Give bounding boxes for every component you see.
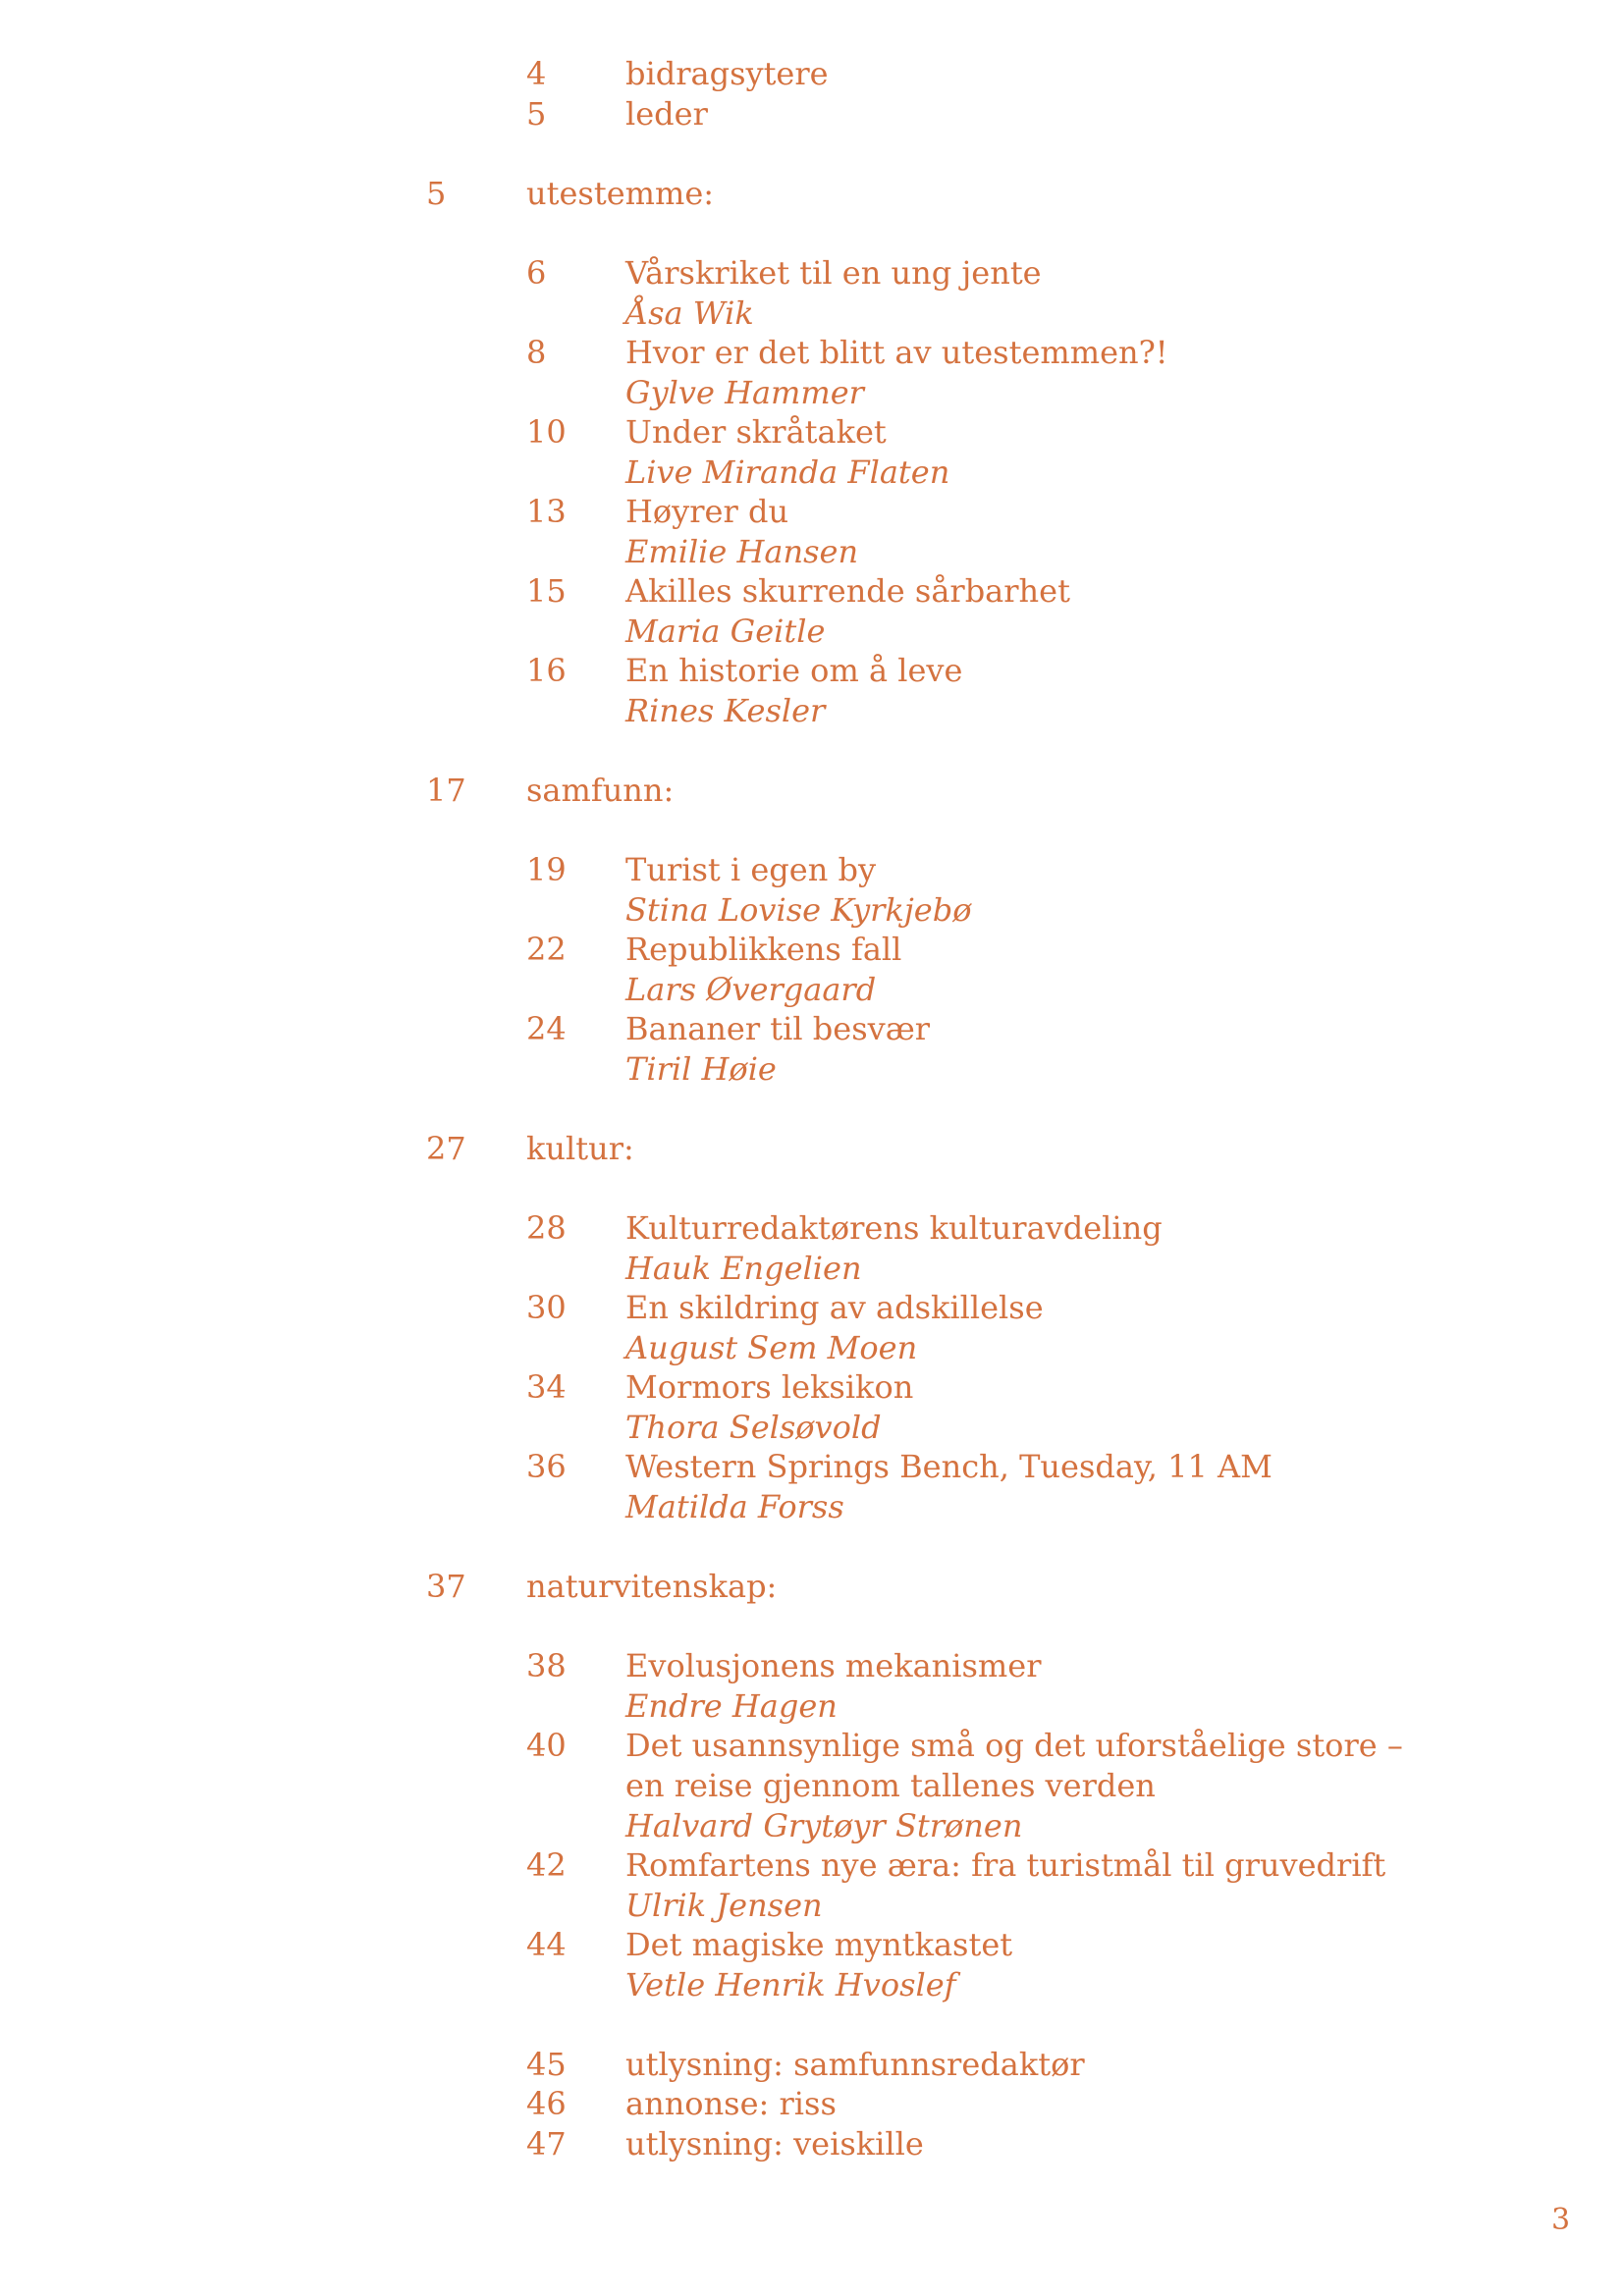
toc-page-number: 5 bbox=[526, 95, 547, 133]
toc-entry-author: Tiril Høie bbox=[625, 1050, 777, 1088]
toc-page-number: 19 bbox=[526, 851, 567, 888]
toc-page-number: 40 bbox=[526, 1727, 567, 1764]
toc-entry-author: Vetle Henrik Hvoslef bbox=[625, 1966, 956, 2003]
section-page-number: 17 bbox=[426, 772, 466, 809]
toc-entry-author: Ulrik Jensen bbox=[625, 1887, 823, 1924]
toc-page-number: 47 bbox=[526, 2125, 567, 2163]
page-number: 3 bbox=[1551, 2203, 1571, 2237]
toc-page-number: 46 bbox=[526, 2085, 567, 2122]
toc-entry-title: Vårskriket til en ung jente bbox=[625, 254, 1042, 292]
toc-page-number: 13 bbox=[526, 493, 567, 530]
toc-entry-author: Maria Geitle bbox=[625, 613, 826, 650]
toc-page-number: 8 bbox=[526, 334, 547, 371]
toc-page-number: 45 bbox=[526, 2046, 567, 2083]
toc-page-number: 22 bbox=[526, 931, 567, 968]
toc-page-number: 36 bbox=[526, 1448, 567, 1485]
toc-entry-title-continued: en reise gjennom tallenes verden bbox=[625, 1767, 1156, 1804]
toc-entry-title: Romfartens nye æra: fra turistmål til gruvedrift bbox=[625, 1846, 1386, 1884]
toc-entry-title: Hvor er det blitt av utestemmen?! bbox=[625, 334, 1168, 371]
toc-entry-author: Åsa Wik bbox=[625, 294, 754, 332]
section-heading: naturvitenskap: bbox=[526, 1568, 778, 1605]
toc-entry-title: Det magiske myntkastet bbox=[625, 1926, 1013, 1963]
toc-entry-title: leder bbox=[625, 95, 708, 133]
section-heading: samfunn: bbox=[526, 772, 675, 809]
section-heading: utestemme: bbox=[526, 175, 715, 212]
toc-entry-title: Evolusjonens mekanismer bbox=[625, 1647, 1042, 1684]
toc-entry-title: Under skråtaket bbox=[625, 413, 887, 451]
toc-page-number: 10 bbox=[526, 413, 567, 451]
toc-entry-title: Western Springs Bench, Tuesday, 11 AM bbox=[625, 1448, 1272, 1485]
toc-entry-author: Live Miranda Flaten bbox=[625, 454, 950, 491]
toc-page-number: 24 bbox=[526, 1010, 567, 1047]
toc-entry-title: En historie om å leve bbox=[625, 652, 963, 689]
toc-page-number: 30 bbox=[526, 1289, 567, 1326]
toc-entry-title: Turist i egen by bbox=[625, 851, 877, 888]
toc-entry-author: Lars Øvergaard bbox=[625, 971, 877, 1008]
toc-page-number: 38 bbox=[526, 1647, 567, 1684]
toc-page-number: 34 bbox=[526, 1368, 567, 1406]
section-heading: kultur: bbox=[526, 1130, 634, 1167]
toc-page-number: 28 bbox=[526, 1209, 567, 1247]
toc-page-number: 42 bbox=[526, 1846, 567, 1884]
toc-entry-title: annonse: riss bbox=[625, 2085, 837, 2122]
toc-entry-author: Hauk Engelien bbox=[625, 1250, 862, 1287]
toc-entry-title: En skildring av adskillelse bbox=[625, 1289, 1044, 1326]
toc-entry-title: utlysning: veiskille bbox=[625, 2125, 924, 2163]
toc-entry-title: Det usannsynlige små og det uforståelige store – bbox=[625, 1727, 1403, 1764]
toc-page-number: 6 bbox=[526, 254, 547, 292]
toc-entry-title: Kulturredaktørens kulturavdeling bbox=[625, 1209, 1163, 1247]
section-page-number: 5 bbox=[426, 175, 447, 212]
toc-entry-title: bidragsytere bbox=[625, 55, 829, 92]
toc-entry-title: Republikkens fall bbox=[625, 931, 902, 968]
toc-entry-title: utlysning: samfunnsredaktør bbox=[625, 2046, 1085, 2083]
toc-page-number: 44 bbox=[526, 1926, 567, 1963]
toc-entry-author: Stina Lovise Kyrkjebø bbox=[625, 891, 972, 929]
toc-entry-author: Rines Kesler bbox=[625, 692, 826, 729]
toc-entry-author: Thora Selsøvold bbox=[625, 1409, 882, 1446]
toc-entry-title: Akilles skurrende sårbarhet bbox=[625, 572, 1070, 610]
toc-page-number: 15 bbox=[526, 572, 567, 610]
toc-page-number: 16 bbox=[526, 652, 567, 689]
toc-page-number: 4 bbox=[526, 55, 547, 92]
toc-entry-author: Halvard Grytøyr Strønen bbox=[625, 1807, 1023, 1844]
toc-entry-author: Gylve Hammer bbox=[625, 374, 864, 411]
toc-entry-title: Mormors leksikon bbox=[625, 1368, 914, 1406]
section-page-number: 27 bbox=[426, 1130, 466, 1167]
section-page-number: 37 bbox=[426, 1568, 466, 1605]
toc-entry-title: Høyrer du bbox=[625, 493, 789, 530]
toc-entry-author: Endre Hagen bbox=[625, 1687, 838, 1725]
toc-entry-author: Emilie Hansen bbox=[625, 533, 859, 570]
toc-entry-author: August Sem Moen bbox=[625, 1329, 918, 1366]
toc-entry-author: Matilda Forss bbox=[625, 1488, 844, 1525]
toc-entry-title: Bananer til besvær bbox=[625, 1010, 931, 1047]
